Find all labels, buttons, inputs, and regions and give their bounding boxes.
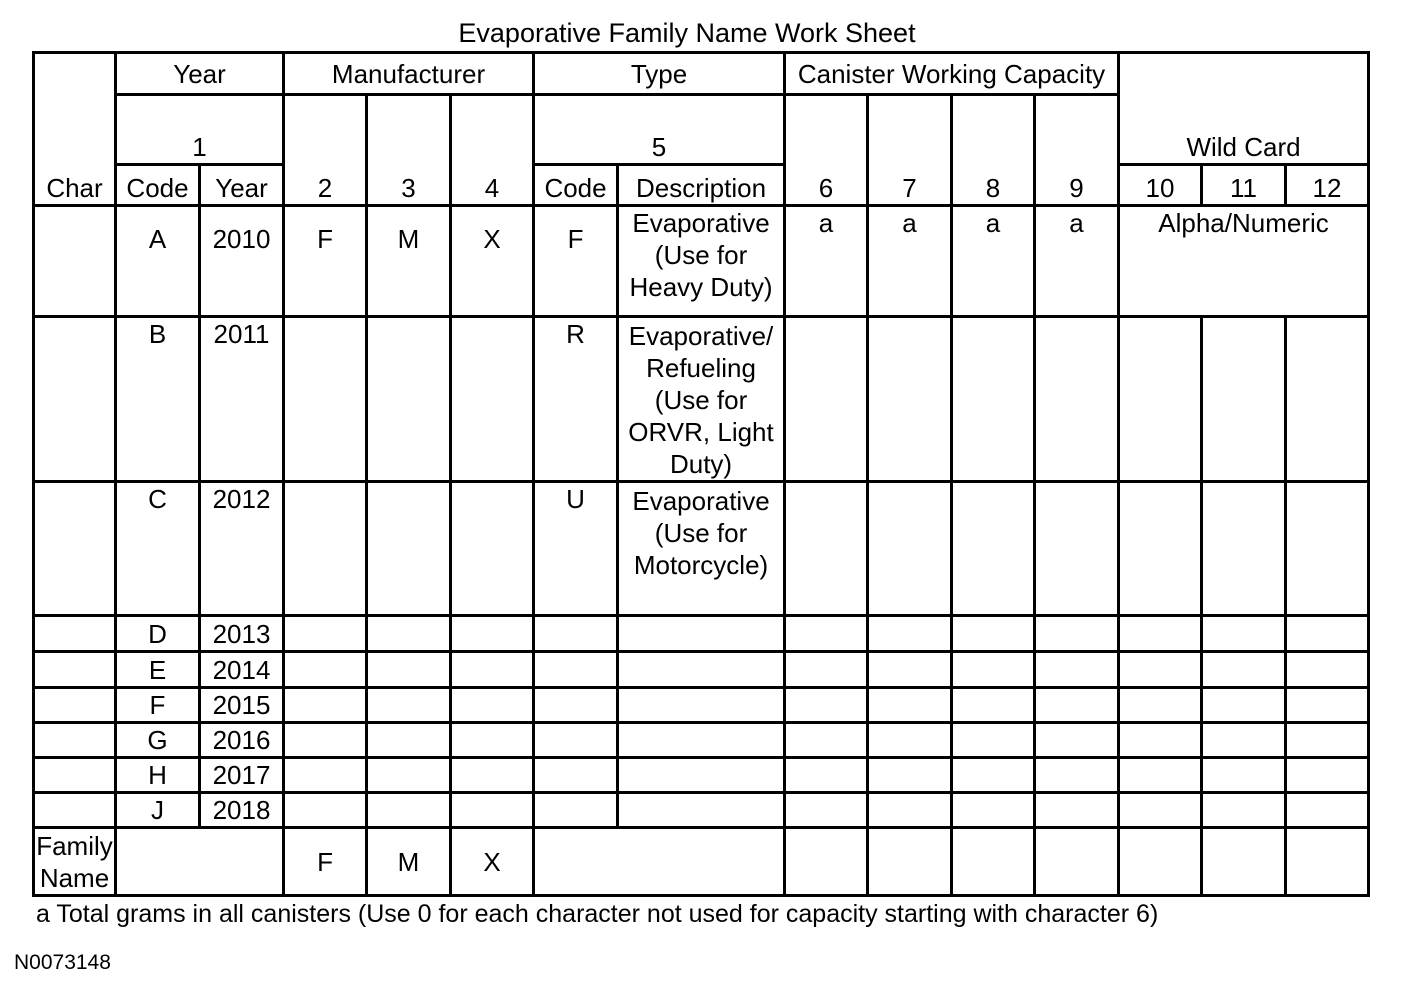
capacity-cell-6 bbox=[785, 482, 868, 616]
capacity-cell-7 bbox=[868, 758, 952, 793]
position-4-header: 4 bbox=[451, 95, 534, 206]
capacity-cell-9: a bbox=[1035, 206, 1119, 317]
capacity-cell-7 bbox=[868, 723, 952, 758]
wild-card-cell-11 bbox=[1202, 616, 1286, 652]
manufacturer-cell-3 bbox=[367, 652, 451, 688]
wild-card-cell-10 bbox=[1119, 482, 1202, 616]
position-3-header: 3 bbox=[367, 95, 451, 206]
family-name-wild-card-12 bbox=[1286, 828, 1369, 896]
capacity-cell-7 bbox=[868, 793, 952, 828]
position-5-header: 5 bbox=[534, 95, 785, 165]
manufacturer-cell-4 bbox=[451, 616, 534, 652]
year-code-header: Code bbox=[116, 165, 200, 206]
manufacturer-cell-4 bbox=[451, 652, 534, 688]
manufacturer-cell-3 bbox=[367, 482, 451, 616]
wild-card-cell-12 bbox=[1286, 616, 1369, 652]
capacity-cell-9 bbox=[1035, 616, 1119, 652]
capacity-cell-6 bbox=[785, 616, 868, 652]
type-code-cell: R bbox=[534, 317, 618, 482]
wild-card-cell-12 bbox=[1286, 317, 1369, 482]
char-cell bbox=[34, 652, 116, 688]
family-name-label bbox=[34, 828, 116, 896]
family-name-label-line: Name bbox=[39, 862, 110, 893]
wild-card-cell-10 bbox=[1119, 758, 1202, 793]
family-name-wild-card-10 bbox=[1119, 828, 1202, 896]
capacity-cell-8 bbox=[952, 616, 1035, 652]
wild-card-group-header: Wild Card bbox=[1119, 53, 1369, 165]
family-name-worksheet-table bbox=[32, 51, 1370, 897]
position-12-header: 12 bbox=[1286, 165, 1369, 206]
table-row bbox=[34, 317, 1369, 482]
year-code-cell: H bbox=[116, 758, 200, 793]
family-name-manufacturer-4: X bbox=[451, 828, 534, 896]
worksheet-title: Evaporative Family Name Work Sheet bbox=[458, 18, 916, 48]
family-name-wild-card-11 bbox=[1202, 828, 1286, 896]
capacity-cell-6 bbox=[785, 317, 868, 482]
family-name-capacity-6 bbox=[785, 828, 868, 896]
description-line: Evaporative bbox=[632, 208, 770, 238]
type-description-cell bbox=[618, 688, 785, 723]
capacity-cell-6 bbox=[785, 652, 868, 688]
description-line: (Use for bbox=[654, 518, 748, 548]
capacity-cell-9 bbox=[1035, 482, 1119, 616]
capacity-cell-8 bbox=[952, 723, 1035, 758]
manufacturer-cell-4 bbox=[451, 793, 534, 828]
char-cell bbox=[34, 688, 116, 723]
header-row-groups bbox=[34, 53, 1369, 95]
family-name-manufacturer-2: F bbox=[284, 828, 367, 896]
type-description-header: Description bbox=[618, 165, 785, 206]
table-row bbox=[34, 482, 1369, 616]
position-8-header: 8 bbox=[952, 95, 1035, 206]
wild-card-cell-11 bbox=[1202, 723, 1286, 758]
type-description-cell bbox=[618, 206, 785, 317]
year-code-cell: G bbox=[116, 723, 200, 758]
capacity-cell-7 bbox=[868, 688, 952, 723]
manufacturer-cell-3 bbox=[367, 616, 451, 652]
type-code-cell bbox=[534, 793, 618, 828]
capacity-cell-8: a bbox=[952, 206, 1035, 317]
wild-card-cell-10 bbox=[1119, 793, 1202, 828]
wild-card-cell-11 bbox=[1202, 688, 1286, 723]
table-row bbox=[34, 723, 1369, 758]
wild-card-cell-10 bbox=[1119, 688, 1202, 723]
position-10-header: 10 bbox=[1119, 165, 1202, 206]
family-name-year-entry bbox=[116, 828, 284, 896]
position-7-header: 7 bbox=[868, 95, 952, 206]
char-cell bbox=[34, 482, 116, 616]
manufacturer-cell-4 bbox=[451, 758, 534, 793]
char-header: Char bbox=[34, 53, 116, 206]
char-cell bbox=[34, 317, 116, 482]
manufacturer-cell-3 bbox=[367, 723, 451, 758]
manufacturer-cell-3 bbox=[367, 758, 451, 793]
year-code-cell: B bbox=[116, 317, 200, 482]
manufacturer-cell-4 bbox=[451, 688, 534, 723]
capacity-cell-8 bbox=[952, 652, 1035, 688]
wild-card-cell-12 bbox=[1286, 652, 1369, 688]
description-line: Heavy Duty) bbox=[629, 272, 773, 302]
position-9-header: 9 bbox=[1035, 95, 1119, 206]
description-line: Duty) bbox=[669, 449, 733, 479]
manufacturer-cell-2 bbox=[284, 758, 367, 793]
capacity-cell-9 bbox=[1035, 688, 1119, 723]
capacity-cell-6 bbox=[785, 688, 868, 723]
manufacturer-cell-4 bbox=[451, 482, 534, 616]
type-code-cell bbox=[534, 688, 618, 723]
description-line: Evaporative/ bbox=[628, 321, 774, 351]
year-cell: 2015 bbox=[200, 688, 284, 723]
manufacturer-cell-2 bbox=[284, 723, 367, 758]
capacity-cell-6 bbox=[785, 793, 868, 828]
char-cell bbox=[34, 616, 116, 652]
capacity-cell-8 bbox=[952, 793, 1035, 828]
canister-capacity-group-header: Canister Working Capacity bbox=[785, 53, 1119, 95]
manufacturer-cell-2: F bbox=[284, 206, 367, 317]
year-column-header: Year bbox=[200, 165, 284, 206]
type-code-cell: U bbox=[534, 482, 618, 616]
manufacturer-cell-2 bbox=[284, 317, 367, 482]
year-cell: 2011 bbox=[200, 317, 284, 482]
family-name-capacity-8 bbox=[952, 828, 1035, 896]
manufacturer-cell-2 bbox=[284, 688, 367, 723]
family-name-row bbox=[34, 828, 1369, 896]
wild-card-cell-12 bbox=[1286, 482, 1369, 616]
year-group-header: Year bbox=[116, 53, 284, 95]
manufacturer-cell-4: X bbox=[451, 206, 534, 317]
capacity-cell-8 bbox=[952, 688, 1035, 723]
capacity-footnote: a Total grams in all canisters (Use 0 for each character not used for capacity starting with character 6) bbox=[36, 900, 1159, 928]
wild-card-cell-12 bbox=[1286, 793, 1369, 828]
family-name-capacity-9 bbox=[1035, 828, 1119, 896]
type-code-header: Code bbox=[534, 165, 618, 206]
capacity-cell-9 bbox=[1035, 758, 1119, 793]
wild-card-cell-10 bbox=[1119, 723, 1202, 758]
type-description-cell bbox=[618, 723, 785, 758]
wild-card-cell-11 bbox=[1202, 482, 1286, 616]
table-row bbox=[34, 652, 1369, 688]
manufacturer-cell-4 bbox=[451, 317, 534, 482]
table-row bbox=[34, 206, 1369, 317]
wild-card-cell: Alpha/Numeric bbox=[1119, 206, 1369, 317]
table-row bbox=[34, 793, 1369, 828]
type-description-cell bbox=[618, 482, 785, 616]
manufacturer-cell-3: M bbox=[367, 206, 451, 317]
capacity-cell-9 bbox=[1035, 652, 1119, 688]
manufacturer-cell-3 bbox=[367, 793, 451, 828]
description-line: (Use for bbox=[654, 240, 748, 270]
type-code-cell bbox=[534, 758, 618, 793]
position-1-header: 1 bbox=[116, 95, 284, 165]
year-code-cell: D bbox=[116, 616, 200, 652]
type-description-cell bbox=[618, 317, 785, 482]
capacity-cell-6 bbox=[785, 758, 868, 793]
manufacturer-cell-2 bbox=[284, 793, 367, 828]
description-line: Motorcycle) bbox=[633, 550, 769, 580]
year-code-cell: J bbox=[116, 793, 200, 828]
position-11-header: 11 bbox=[1202, 165, 1286, 206]
capacity-cell-7: a bbox=[868, 206, 952, 317]
header-row-columns bbox=[34, 165, 1369, 206]
wild-card-cell-10 bbox=[1119, 652, 1202, 688]
capacity-cell-6 bbox=[785, 723, 868, 758]
wild-card-cell-12 bbox=[1286, 688, 1369, 723]
char-cell bbox=[34, 793, 116, 828]
type-description-cell bbox=[618, 758, 785, 793]
year-code-cell: E bbox=[116, 652, 200, 688]
year-cell: 2013 bbox=[200, 616, 284, 652]
manufacturer-cell-2 bbox=[284, 652, 367, 688]
year-cell: 2010 bbox=[200, 206, 284, 317]
type-code-cell bbox=[534, 723, 618, 758]
description-line: (Use for bbox=[654, 385, 748, 415]
type-code-cell bbox=[534, 652, 618, 688]
capacity-cell-7 bbox=[868, 616, 952, 652]
type-description-cell bbox=[618, 616, 785, 652]
wild-card-cell-12 bbox=[1286, 723, 1369, 758]
capacity-cell-8 bbox=[952, 482, 1035, 616]
capacity-cell-8 bbox=[952, 758, 1035, 793]
capacity-cell-9 bbox=[1035, 723, 1119, 758]
wild-card-cell-11 bbox=[1202, 317, 1286, 482]
manufacturer-group-header: Manufacturer bbox=[284, 53, 534, 95]
type-group-header: Type bbox=[534, 53, 785, 95]
description-line: Evaporative bbox=[632, 486, 770, 516]
position-6-header: 6 bbox=[785, 95, 868, 206]
year-code-cell: F bbox=[116, 688, 200, 723]
wild-card-cell-11 bbox=[1202, 793, 1286, 828]
char-cell bbox=[34, 723, 116, 758]
type-description-cell bbox=[618, 652, 785, 688]
family-name-manufacturer-3: M bbox=[367, 828, 451, 896]
type-code-cell: F bbox=[534, 206, 618, 317]
description-line: ORVR, Light bbox=[628, 417, 774, 447]
wild-card-cell-11 bbox=[1202, 758, 1286, 793]
table-row bbox=[34, 688, 1369, 723]
capacity-cell-6: a bbox=[785, 206, 868, 317]
capacity-cell-8 bbox=[952, 317, 1035, 482]
wild-card-cell-10 bbox=[1119, 616, 1202, 652]
family-name-type-entry bbox=[534, 828, 785, 896]
manufacturer-cell-3 bbox=[367, 317, 451, 482]
table-row bbox=[34, 616, 1369, 652]
manufacturer-cell-4 bbox=[451, 723, 534, 758]
position-2-header: 2 bbox=[284, 95, 367, 206]
family-name-label-line: Family bbox=[36, 830, 113, 861]
capacity-cell-9 bbox=[1035, 317, 1119, 482]
year-cell: 2012 bbox=[200, 482, 284, 616]
manufacturer-cell-3 bbox=[367, 688, 451, 723]
year-cell: 2017 bbox=[200, 758, 284, 793]
document-id: N0073148 bbox=[14, 951, 111, 974]
char-cell bbox=[34, 206, 116, 317]
year-cell: 2014 bbox=[200, 652, 284, 688]
year-code-cell: C bbox=[116, 482, 200, 616]
year-cell: 2018 bbox=[200, 793, 284, 828]
capacity-cell-7 bbox=[868, 482, 952, 616]
family-name-capacity-7 bbox=[868, 828, 952, 896]
manufacturer-cell-2 bbox=[284, 616, 367, 652]
capacity-cell-7 bbox=[868, 317, 952, 482]
wild-card-cell-12 bbox=[1286, 758, 1369, 793]
manufacturer-cell-2 bbox=[284, 482, 367, 616]
char-cell bbox=[34, 758, 116, 793]
capacity-cell-9 bbox=[1035, 793, 1119, 828]
wild-card-cell-11 bbox=[1202, 652, 1286, 688]
year-cell: 2016 bbox=[200, 723, 284, 758]
type-description-cell bbox=[618, 793, 785, 828]
capacity-cell-7 bbox=[868, 652, 952, 688]
table-row bbox=[34, 758, 1369, 793]
description-line: Refueling bbox=[646, 353, 756, 383]
wild-card-cell-10 bbox=[1119, 317, 1202, 482]
type-code-cell bbox=[534, 616, 618, 652]
year-code-cell: A bbox=[116, 206, 200, 317]
